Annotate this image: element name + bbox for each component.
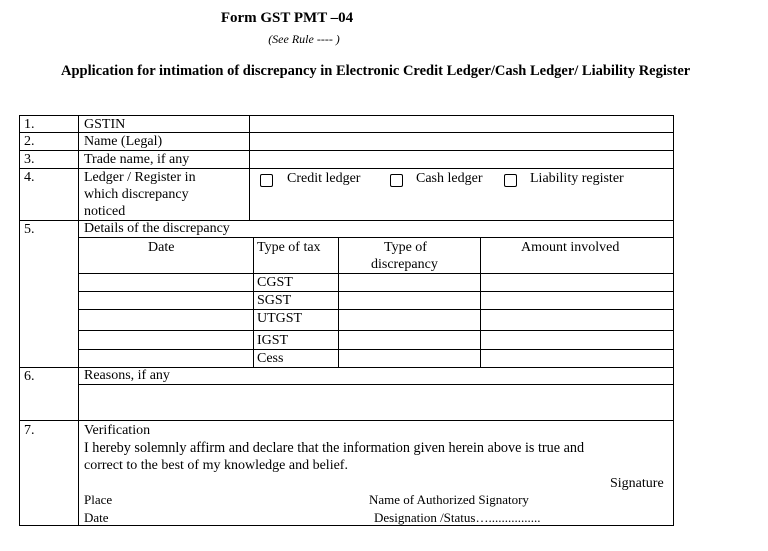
row-number-3: 3. <box>24 152 35 167</box>
type-of-discrepancy-header-line2: discrepancy <box>371 257 438 272</box>
gstin-label: GSTIN <box>84 117 126 132</box>
legal-name-label: Name (Legal) <box>84 134 163 149</box>
cash-ledger-checkbox[interactable] <box>390 174 403 187</box>
reasons-label: Reasons, if any <box>84 368 170 383</box>
row-number-6: 6. <box>24 369 35 384</box>
designation-status-label: Designation /Status…................ <box>374 510 541 525</box>
form-title: Form GST PMT –04 <box>220 10 354 26</box>
row-number-7: 7. <box>24 423 35 438</box>
liability-register-label: Liability register <box>530 171 624 186</box>
date-column-header: Date <box>148 240 175 255</box>
trade-name-label: Trade name, if any <box>84 152 190 167</box>
row-number-1: 1. <box>24 117 35 132</box>
amount-involved-column-header: Amount involved <box>521 240 620 255</box>
signature-label: Signature <box>610 476 664 491</box>
row-number-5: 5. <box>24 222 35 237</box>
credit-ledger-checkbox[interactable] <box>260 174 273 187</box>
trade-name-field[interactable] <box>252 152 672 167</box>
row-number-4: 4. <box>24 170 35 185</box>
tax-type-sgst: SGST <box>257 293 292 308</box>
tax-type-igst: IGST <box>257 333 289 348</box>
type-of-tax-column-header: Type of tax <box>257 240 321 255</box>
rule-reference: (See Rule ---- ) <box>268 32 340 46</box>
place-label: Place <box>84 492 113 507</box>
tax-type-cgst: CGST <box>257 275 293 290</box>
date-label: Date <box>84 510 109 525</box>
verification-label: Verification <box>84 423 151 438</box>
tax-type-utgst: UTGST <box>257 311 303 326</box>
row-number-2: 2. <box>24 134 35 149</box>
discrepancy-details-label: Details of the discrepancy <box>84 221 230 236</box>
ledger-label-line2: which discrepancy <box>84 187 189 202</box>
credit-ledger-label: Credit ledger <box>287 171 361 186</box>
application-title: Application for intimation of discrepancy in Electronic Credit Ledger/Cash Ledger/ Liability Register <box>61 63 691 79</box>
declaration-line-2: correct to the best of my knowledge and belief. <box>84 458 348 473</box>
liability-register-checkbox[interactable] <box>504 174 517 187</box>
legal-name-field[interactable] <box>252 134 672 149</box>
declaration-line-1: I hereby solemnly affirm and declare that the information given herein above is true and <box>84 440 585 456</box>
tax-type-cess: Cess <box>257 351 284 366</box>
ledger-label-line1: Ledger / Register in <box>84 170 196 185</box>
ledger-label-line3: noticed <box>84 204 126 219</box>
cash-ledger-label: Cash ledger <box>416 171 483 186</box>
gstin-field[interactable] <box>252 116 672 131</box>
authorized-signatory-label: Name of Authorized Signatory <box>369 492 529 507</box>
type-of-discrepancy-header-line1: Type of <box>384 240 427 255</box>
reasons-field[interactable] <box>82 386 672 418</box>
